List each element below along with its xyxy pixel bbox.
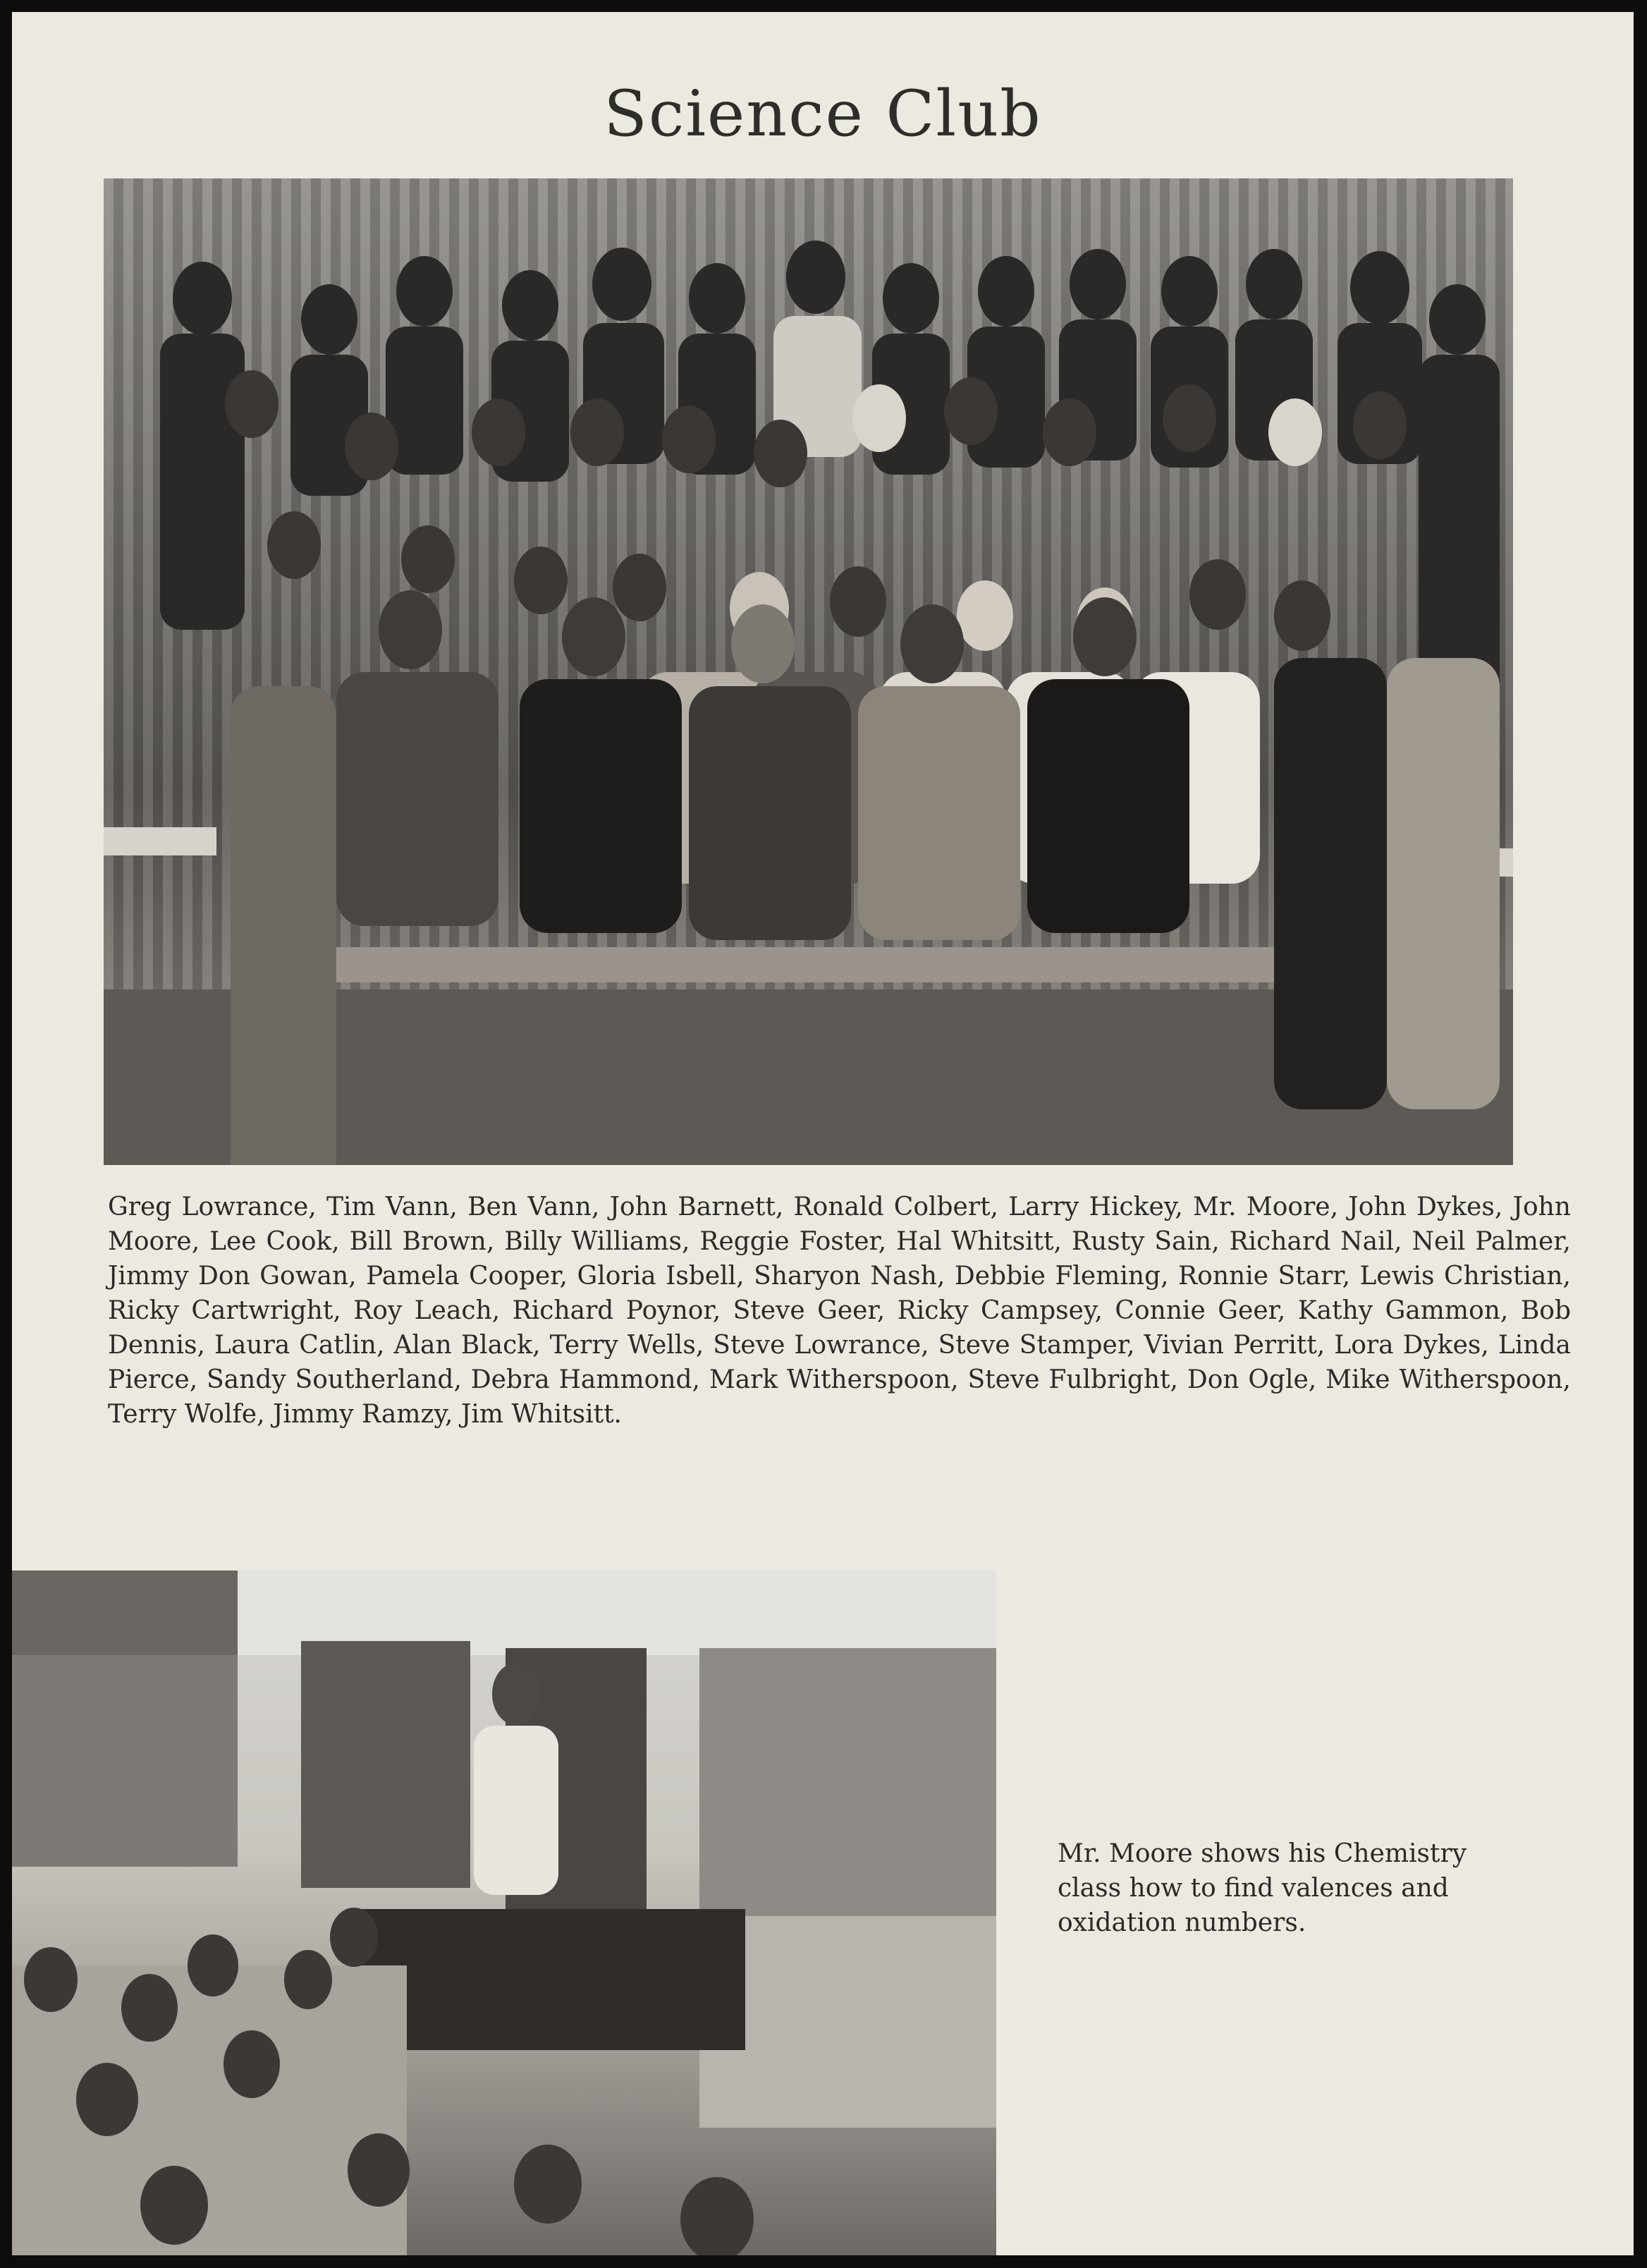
lab-equipment <box>12 1571 238 1655</box>
yearbook-page <box>12 12 1634 2255</box>
group-photo-scene <box>104 178 1513 1165</box>
classroom-scene <box>12 1571 996 2255</box>
student-desks <box>12 1965 407 2255</box>
class-photo-caption: Mr. Moore shows his Chemistry class how to find valences and oxidation numbers. <box>1058 1839 1467 1937</box>
window-left <box>12 1655 238 1867</box>
page-title: Science Club <box>604 77 1042 151</box>
lab-bench <box>350 1909 745 2050</box>
chalkboard <box>699 1648 996 1937</box>
bench <box>315 947 1359 982</box>
teacher-head <box>492 1663 540 1725</box>
teacher-shirt <box>474 1726 558 1895</box>
riser-left <box>104 827 216 855</box>
chemistry-class-photo <box>12 1571 996 2255</box>
science-club-group-photo <box>104 178 1513 1165</box>
seated-front-row <box>336 590 1189 940</box>
group-photo-caption: Greg Lowrance, Tim Vann, Ben Vann, John Barnett, Ronald Colbert, Larry Hickey, Mr. Moore, John Dykes, John Moore, Lee Cook, Bill Brown, Billy Williams, Reggie Foster, Hal Whitsitt, Rusty Sain, Richard Nail, Neil Palmer, Jimmy Don Gowan, Pamela Cooper, Gloria Isbell, Sharyon Nash, Debbie Fleming, Ronnie Starr, Lewis Christian, Ricky Cartwright, Roy Leach, Richard Poynor, Steve Geer, Ricky Campsey, Connie Geer, Kathy Gammon, Bob Dennis, Laura Catlin, Alan Black, Terry Wells, Steve Lowrance, Steve Stamper, Vivian Perritt, Lora Dykes, Linda Pierce, Sandy Southerland, Debra Hammond, Mark Witherspoon, Steve Fulbright, Don Ogle, Mike Witherspoon, Terry Wolfe, Jimmy Ramzy, Jim Whitsitt. <box>108 1193 1571 1429</box>
bulletin-board <box>301 1641 470 1888</box>
